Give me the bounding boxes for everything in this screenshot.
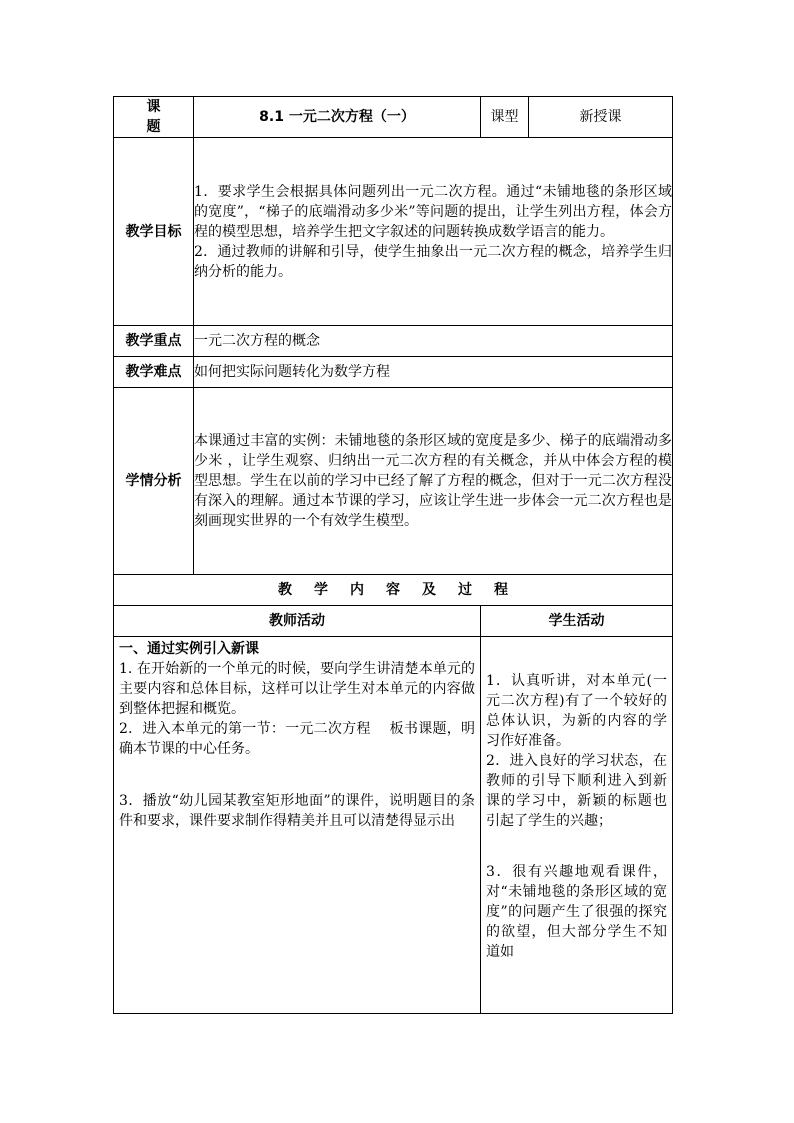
objectives-content [194, 138, 673, 326]
lesson-plan-table [113, 96, 673, 1014]
student-step: 3．很有兴趣地观看课件，对“未铺地毯的条形区域的宽度”的问题产生了很强的探究的欲望，但大部分学生不知道如 [486, 864, 667, 960]
spacer [486, 639, 667, 671]
key-point-row [114, 326, 673, 357]
student-activities [481, 637, 673, 1014]
lesson-type-label: 课型 [481, 97, 529, 138]
teacher-activity-header: 教师活动 [114, 606, 481, 637]
activity-header-row [114, 606, 673, 637]
header-row [114, 97, 673, 138]
activity-row [114, 637, 673, 1014]
process-title: 教学内容及过程 [114, 575, 673, 606]
teacher-step: 1. 在开始新的一个单元的时候，要向学生讲清楚本单元的主要内容和总体目标，这样可以让学生对本单元的内容做到整体把握和概览。 [119, 661, 475, 717]
teacher-step: 3．播放“幼儿园某教室矩形地面”的课件，说明题目的条件和要求，课件要求制作得精美并且可以清楚得显示出 [119, 792, 475, 829]
topic-value: 8.1 一元二次方程（一） [194, 97, 481, 138]
student-step: 1．认真听讲，对本单元(一元二次方程)有了一个较好的总体认识，为新的内容的学习作好准备。 [486, 672, 667, 749]
objectives-row [114, 138, 673, 326]
objective-item: 1．要求学生会根据具体问题列出一元二次方程。通过“未铺地毯的条形区域的宽度”，“梯子的底端滑动多少米”等问题的提出，让学生列出方程，体会方程的模型思想，培养学生把文字叙述的问题转换成数学语言的能力。 [194, 183, 672, 240]
objective-item: 2．通过教师的讲解和引导，使学生抽象出一元二次方程的概念，培养学生归纳分析的能力。 [194, 243, 672, 280]
spacer [486, 831, 667, 863]
analysis-label: 学情分析 [114, 388, 194, 575]
difficulty-row [114, 357, 673, 388]
spacer [119, 759, 475, 791]
section-heading: 一、通过实例引入新课 [119, 641, 259, 657]
analysis-value: 本课通过丰富的实例：未铺地毯的条形区域的宽度是多少、梯子的底端滑动多少米 ，让学生观察、归纳出一元二次方程的有关概念，并从中体会方程的模型思想。学生在以前的学习中已经了解了方程的概念，但对于一元二次方程没有深入的理解。通过本节课的学习，应该让学生进一步体会一元二次方程也是刻画现实世界的一个有效学生模型。 [194, 388, 673, 575]
difficulty-value: 如何把实际问题转化为数学方程 [194, 357, 673, 388]
process-title-row [114, 575, 673, 606]
lesson-type-value: 新授课 [529, 97, 673, 138]
key-point-value: 一元二次方程的概念 [194, 326, 673, 357]
analysis-row [114, 388, 673, 575]
key-point-label: 教学重点 [114, 326, 194, 357]
topic-label: 课 题 [114, 97, 194, 138]
student-activity-header: 学生活动 [481, 606, 673, 637]
objectives-label: 教学目标 [114, 138, 194, 326]
difficulty-label: 教学难点 [114, 357, 194, 388]
teacher-step: 2．进入本单元的第一节：一元二次方程 板书课题，明确本节课的中心任务。 [119, 721, 475, 757]
teacher-activities [114, 637, 481, 1014]
student-step: 2．进入良好的学习状态，在教师的引导下顺利进入到新课的学习中，新颖的标题也引起了学生的兴趣； [486, 752, 667, 829]
